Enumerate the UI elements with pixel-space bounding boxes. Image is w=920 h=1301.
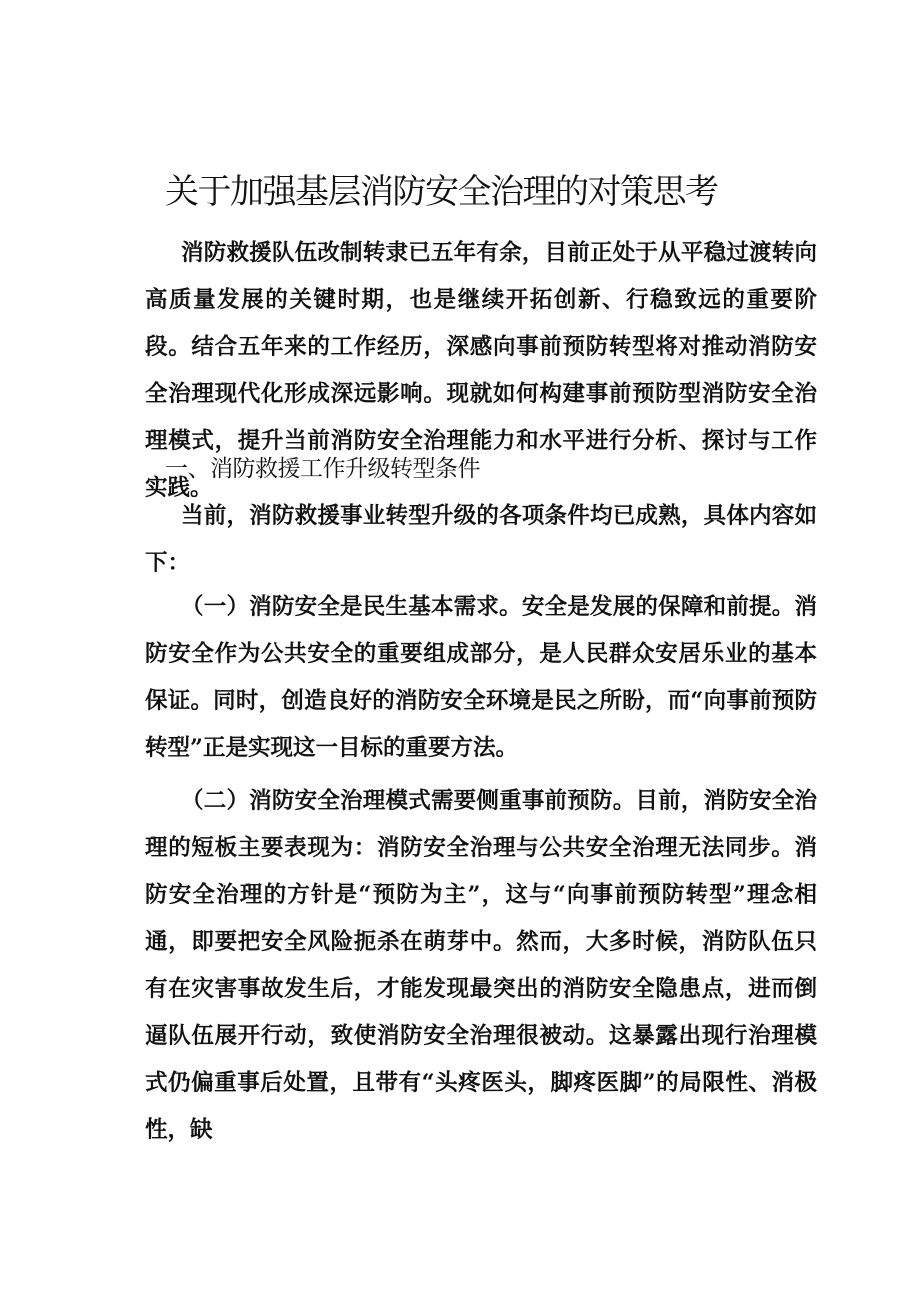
item-two-paragraph: （二）消防安全治理模式需要侧重事前预防。目前，消防安全治理的短板主要表现为：消防安全治理与公共安全治理无法同步。消防安全治理的方针是“预防为主”，这与“向事前预防转型”理念相通，即要把安全风险扼杀在萌芽中。然而，大多时候，消防队伍只有在灾害事故发生后，才能发现最突出的消防安全隐患点，进而倒逼队伍展开行动，致使消防安全治理很被动。这暴露出现行治理模式仍偏重事后处置，且带有“头疼医头，脚疼医脚”的局限性、消极性，缺 <box>145 788 817 1143</box>
item-one-paragraph: （一）消防安全是民生基本需求。安全是发展的保障和前提。消防安全作为公共安全的重要组成部分，是人民群众安居乐业的基本保证。同时，创造良好的消防安全环境是民之所盼，而“向事前预防转型”正是实现这一目标的重要方法。 <box>145 594 817 761</box>
intro-paragraph: 消防救援队伍改制转隶已五年有余，目前正处于从平稳过渡转向高质量发展的关键时期，也是继续开拓创新、行稳致远的重要阶段。结合五年来的工作经历，深感向事前预防转型将对推动消防安全治理现代化形成深远影响。现就如何构建事前预防型消防安全治理模式，提升当前消防安全治理能力和水平进行分析、探讨与工作实践。 <box>145 240 817 501</box>
document-title: 关于加强基层消防安全治理的对策思考 <box>165 172 718 212</box>
section-lead-paragraph: 当前，消防救援事业转型升级的各项条件均已成熟，具体内容如下： <box>145 503 817 576</box>
section-heading: 一、消防救援工作升级转型条件 <box>165 456 480 482</box>
